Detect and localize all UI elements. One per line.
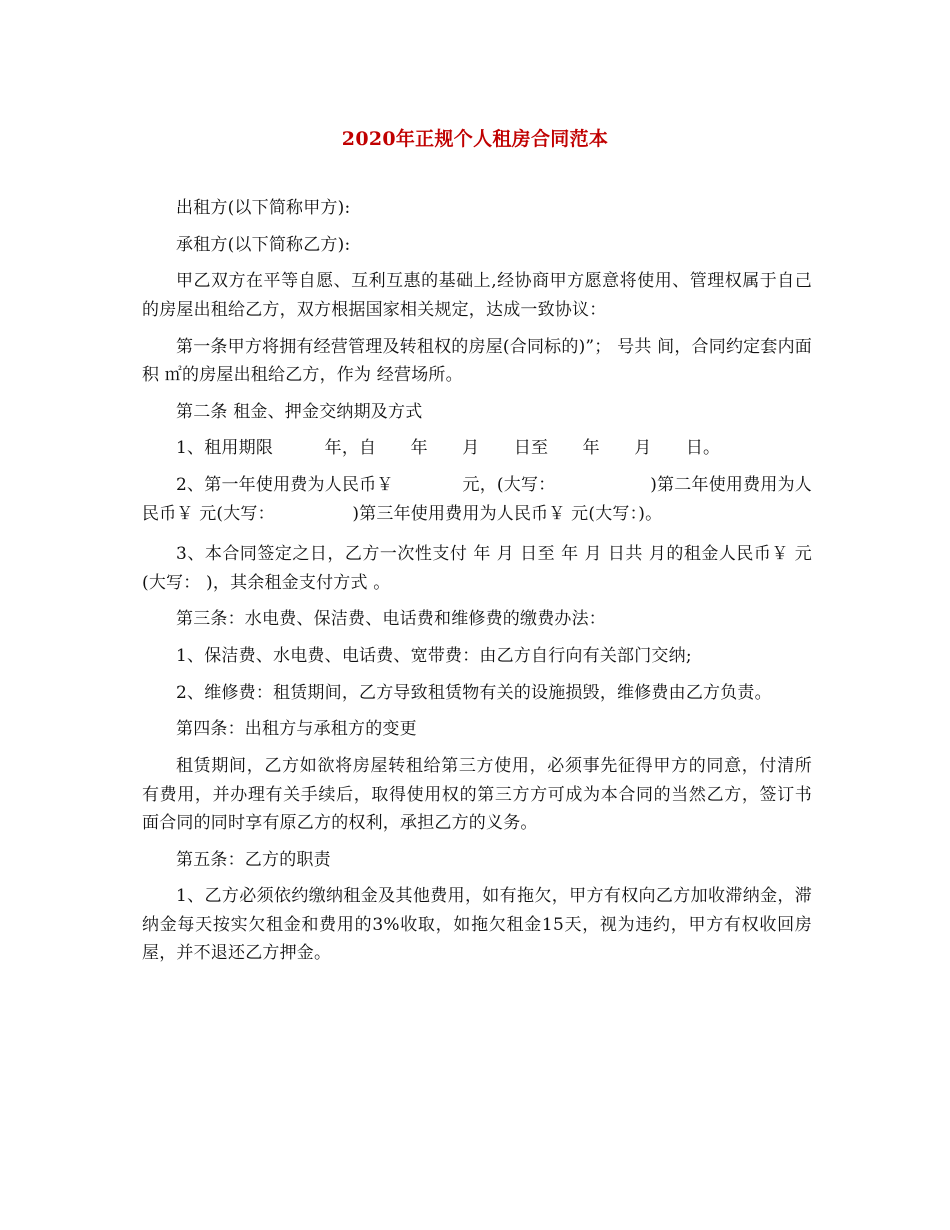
paragraph-article-4-heading: 第四条：出租方与承租方的变更 <box>176 719 417 740</box>
document-body <box>142 194 812 976</box>
paragraph-rent-payment: 3、本合同签定之日，乙方一次性支付 年 月 日至 年 月 日共 月的租金人民币￥ 元(大写： )，其余租金支付方式 。 <box>142 544 812 593</box>
paragraph-article-5-heading: 第五条：乙方的职责 <box>176 849 331 870</box>
paragraph-repair-fees: 2、维修费：租赁期间，乙方导致租赁物有关的设施损毁，维修费由乙方负责。 <box>176 682 772 703</box>
paragraph-article-1: 第一条甲方将拥有经营管理及转租权的房屋(合同标的)”； 号共 间，合同约定套内面积 ㎡的房屋出租给乙方，作为 经营场所。 <box>142 336 812 386</box>
paragraph-lessee-duty-1: 1、乙方必须依约缴纳租金及其他费用，如有拖欠，甲方有权向乙方加收滞纳金，滞纳金每天按实欠租金和费用的3%收取，如拖欠租金15天，视为违约，甲方有权收回房屋，并不退还乙方押金。 <box>142 886 812 964</box>
paragraph-agreement-intro: 甲乙双方在平等自愿、互利互惠的基础上,经协商甲方愿意将使用、管理权属于自己的房屋出租给乙方，双方根据国家相关规定，达成一致协议： <box>142 271 812 320</box>
paragraph-article-2-heading: 第二条 租金、押金交纳期及方式 <box>176 401 423 422</box>
paragraph-lessee: 承租方(以下简称乙方): <box>176 234 351 255</box>
paragraph-sublease: 租赁期间，乙方如欲将房屋转租给第三方使用，必须事先征得甲方的同意，付清所有费用，并办理有关手续后，取得使用权的第三方方可成为本合同的当然乙方，签订书面合同的同时享有原乙方的权利，承担乙方的义务。 <box>142 756 812 834</box>
paragraph-lessor: 出租方(以下简称甲方): <box>176 198 351 218</box>
paragraph-article-3-heading: 第三条：水电费、保洁费、电话费和维修费的缴费办法： <box>176 609 606 630</box>
paragraph-lease-term: 1、租用期限 年，自 年 月 日至 年 月 日。 <box>176 438 721 459</box>
paragraph-utility-fees: 1、保洁费、水电费、电话费、宽带费：由乙方自行向有关部门交纳; <box>176 646 692 666</box>
paragraph-usage-fees: 2、第一年使用费为人民币￥ 元，(大写： )第二年使用费用为人民币￥ 元(大写： )第三年使用费用为人民币￥ 元(大写：)。 <box>142 475 812 524</box>
document-title: 2020年正规个人租房合同范本 <box>341 128 609 150</box>
